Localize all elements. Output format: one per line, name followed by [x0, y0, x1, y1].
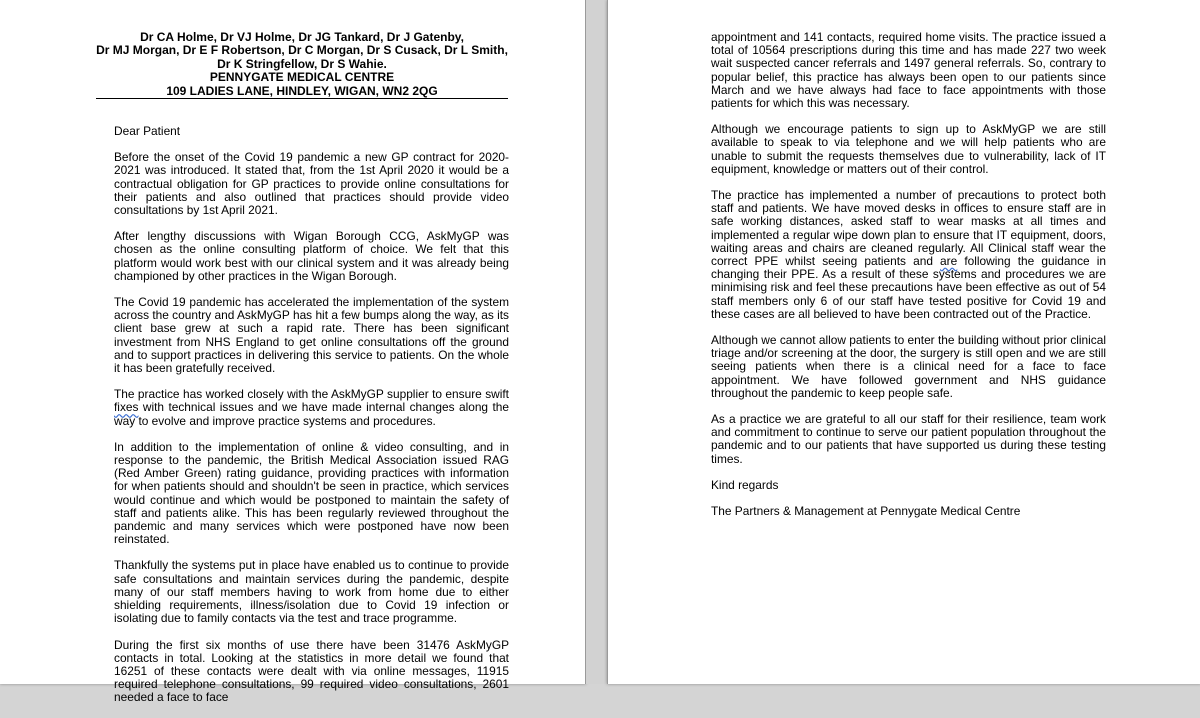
paragraph-pandemic-acceleration[interactable]: The Covid 19 pandemic has accelerated the implementation of the system across the country and AskMyGP has hit a few bumps along the way, as its client base grew at such a rapid rate. There has been significant investment from NHS England to get online consultations off the ground and to support practices in delivering this service to patients. On the whole it has been gratefully received. [114, 295, 509, 376]
letterhead-doctors-line-3: Dr K Stringfellow, Dr S Wahie. [217, 56, 387, 71]
document-page-right [607, 0, 1200, 684]
paragraph-supplier-fixes-start: The practice has worked closely with the AskMyGP supplier to ensure swift [114, 387, 509, 402]
paragraph-building-access[interactable]: Although we cannot allow patients to enter the building without prior clinical triage and/or screening at the door, the surgery is still open and we are still seeing patients when there is a clinical need for a face to face appointment. We have followed government and NHS guidance throughout the pandemic to keep people safe. [711, 333, 1106, 400]
letterhead-doctors-line-2: Dr MJ Morgan, Dr E F Robertson, Dr C Morgan, Dr S Cusack, Dr L Smith, [96, 43, 508, 58]
paragraph-rag-guidance[interactable]: In addition to the implementation of online & video consulting, and in response to the pandemic, the British Medical Association issued RAG (Red Amber Green) rating guidance, providing practices with information for when patients should and shouldn't be seen in practice, which services would continue and which would be postponed to maintain the safety of staff and patients alike. This has been regularly reviewed throughout the pandemic and many services which were postponed have now been reinstated. [114, 439, 509, 547]
letterhead-divider [96, 98, 508, 99]
paragraph-precautions[interactable] [711, 189, 1106, 321]
letterhead-address: 109 LADIES LANE, HINDLEY, WIGAN, WN2 2QG [166, 83, 438, 98]
page-gutter [586, 0, 607, 684]
paragraph-precautions-end: following the guidance in changing their PPE. As a result of these systems and procedures we are minimising risk and feel these precautions have been effective as out of 54 staff members only 6 of our staff have tested positive for Covid 19 and these cases are all believed to have been contracted out of the Practice. [711, 254, 1106, 321]
closing[interactable]: Kind regards [711, 477, 779, 492]
signature[interactable]: The Partners & Management at Pennygate Medical Centre [711, 504, 1021, 519]
paragraph-systems-in-place[interactable]: Thankfully the systems put in place have enabled us to continue to provide safe consultations and maintain services during the pandemic, despite many of our staff members having to work from home due to either shielding requirements, illness/isolation due to Covid 19 infection or isolating due to family contacts via the test and trace programme. [114, 558, 509, 626]
letterhead-practice-name: PENNYGATE MEDICAL CENTRE [209, 70, 395, 85]
spellcheck-word-are[interactable]: are [940, 254, 958, 269]
letterhead [90, 31, 514, 98]
paragraph-gp-contract[interactable]: Before the onset of the Covid 19 pandemic a new GP contract for 2020-2021 was introduced. It stated that, from the 1st April 2020 it would be a contractual obligation for GP practices to provide online consultations for their patients and also outlined that practices should provide video consultations by 1st April 2021. [114, 150, 509, 218]
paragraph-supplier-fixes-end: with technical issues and we have made internal changes along the way to evolve and improve practice systems and procedures. [114, 400, 509, 428]
paragraph-telephone-support[interactable]: Although we encourage patients to sign up to AskMyGP we are still available to speak to via telephone and we will help patients who are unable to submit the requests themselves due to vulnerability, lack of IT equipment, knowledge or matters out of their control. [711, 122, 1106, 176]
spellcheck-word-fixes[interactable]: fixes [114, 400, 139, 415]
paragraph-statistics-continued[interactable]: appointment and 141 contacts, required home visits. The practice issued a total of 10564 prescriptions during this time and has made 227 two week wait suspected cancer referrals and 1497 general referrals. So, contrary to popular belief, this practice has always been open to our patients since March and we have always had face to face appointments with those patients for which this was necessary. [711, 30, 1106, 111]
letterhead-doctors-line-1: Dr CA Holme, Dr VJ Holme, Dr JG Tankard, Dr J Gatenby, [140, 30, 464, 44]
paragraph-precautions-start: The practice has implemented a number of precautions to protect both staff and patients. We have moved desks in offices to ensure staff are in safe working distances, asked staff to wear masks at all times and implemented a regular wipe down plan to ensure that IT equipment, doors, waiting areas and chairs are cleaned regularly. All Clinical staff wear the correct PPE whilst seeing patients and [711, 188, 1106, 269]
letter-body-right [711, 31, 1106, 531]
salutation[interactable]: Dear Patient [114, 124, 181, 138]
paragraph-statistics[interactable]: During the first six months of use there have been 31476 AskMyGP contacts in total. Looking at the statistics in more detail we found that 16251 of these contacts were dealt with via online messages, 11915 required telephone consultations, 99 required video consultations, 2601 needed a face to face [114, 637, 509, 705]
paragraph-askmygp-choice[interactable]: After lengthy discussions with Wigan Borough CCG, AskMyGP was chosen as the online consulting platform of choice. We felt that this platform would work best with our clinical system and it was already being championed by other practices in the Wigan Borough. [114, 229, 509, 283]
document-page-left [0, 0, 586, 705]
paragraph-gratitude[interactable]: As a practice we are grateful to all our staff for their resilience, team work and commitment to continue to serve our patient population throughout the pandemic and to our patients that have supported us during these testing times. [711, 412, 1106, 466]
letter-body-left [114, 125, 509, 718]
paragraph-supplier-fixes[interactable] [114, 388, 509, 428]
